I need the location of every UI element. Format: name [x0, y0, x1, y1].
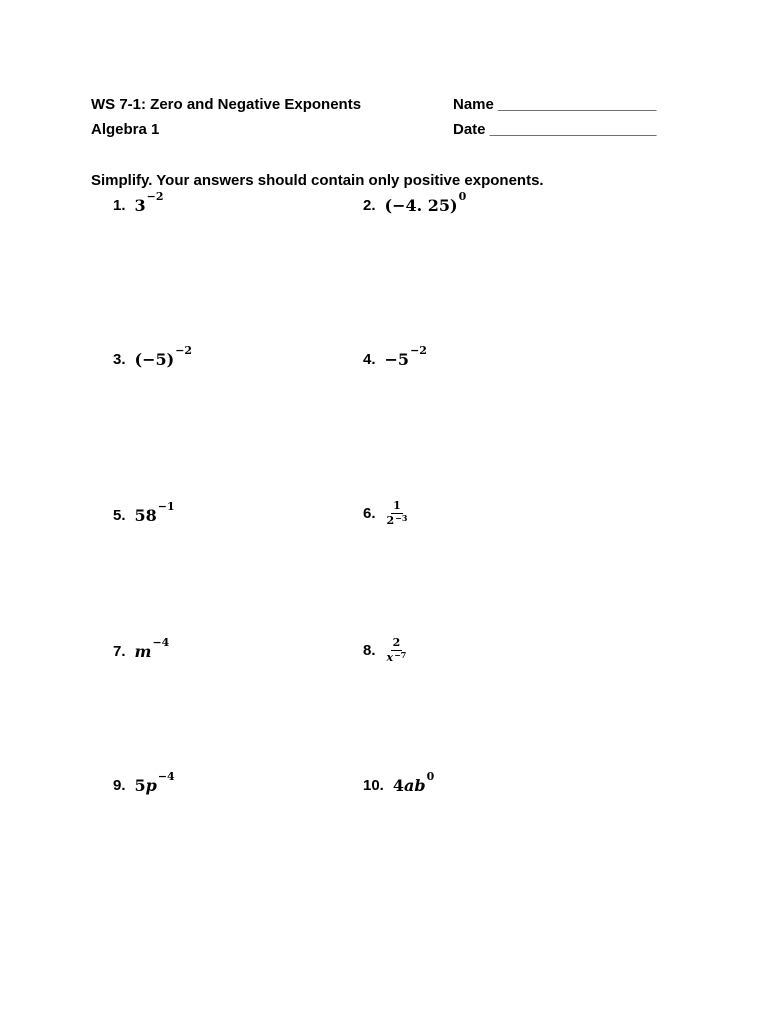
- problem-number: 7.: [113, 643, 126, 660]
- problem-2: [363, 190, 467, 215]
- problem-number: 1.: [113, 197, 126, 214]
- problem-number: 5.: [113, 507, 126, 524]
- problem-5: [113, 500, 175, 525]
- problem-expression: [392, 770, 435, 795]
- fraction-denominator: [385, 514, 410, 527]
- denominator-exponent: −7: [394, 650, 407, 660]
- expression-base: (−4. 25): [384, 196, 458, 215]
- expression-base: ab: [404, 776, 426, 795]
- problem-fraction: [385, 500, 410, 527]
- problem-number: 3.: [113, 351, 126, 368]
- problem-8: [363, 637, 408, 664]
- problem-number: 6.: [363, 505, 376, 522]
- problem-expression: [134, 636, 170, 661]
- expression-exponent: −1: [157, 500, 175, 513]
- problem-expression: [134, 190, 164, 215]
- denominator-base: x: [386, 651, 394, 664]
- expression-base: 58: [134, 506, 157, 525]
- problem-number: 8.: [363, 642, 376, 659]
- fraction-denominator: [385, 651, 409, 664]
- problem-expression: [134, 770, 175, 795]
- name-field-label: Name ___________________: [453, 96, 657, 113]
- expression-exponent: −2: [146, 190, 164, 203]
- expression-coefficient: 4: [392, 776, 404, 795]
- problem-number: 4.: [363, 351, 376, 368]
- problem-number: 10.: [363, 777, 384, 794]
- expression-coefficient: 5: [134, 776, 146, 795]
- problem-7: [113, 636, 170, 661]
- problem-expression: [384, 190, 467, 215]
- expression-exponent: −2: [175, 344, 193, 357]
- expression-exponent: 0: [426, 770, 435, 783]
- problem-10: [363, 770, 435, 795]
- fraction-numerator: 1: [393, 499, 401, 512]
- expression-exponent: −4: [157, 770, 175, 783]
- problem-9: [113, 770, 175, 795]
- expression-base: 3: [134, 196, 146, 215]
- denominator-exponent: −3: [395, 513, 408, 523]
- problem-number: 2.: [363, 197, 376, 214]
- expression-base: p: [145, 776, 157, 795]
- problem-3: [113, 344, 193, 369]
- expression-base: m: [134, 642, 152, 661]
- date-field-label: Date ____________________: [453, 121, 657, 138]
- expression-exponent: −2: [410, 344, 427, 357]
- expression-base: −5: [384, 350, 410, 369]
- problem-fraction: [385, 637, 409, 664]
- fraction-numerator: 2: [392, 636, 401, 649]
- problem-expression: [134, 500, 175, 525]
- expression-exponent: 0: [458, 190, 467, 203]
- instructions: Simplify. Your answers should contain only positive exponents.: [91, 172, 544, 189]
- course-name: Algebra 1: [91, 121, 160, 138]
- problem-expression: [384, 344, 427, 369]
- denominator-base: 2: [386, 514, 395, 527]
- problem-6: [363, 500, 409, 527]
- worksheet-title: WS 7-1: Zero and Negative Exponents: [91, 96, 362, 113]
- problem-4: [363, 344, 427, 369]
- expression-exponent: −4: [152, 636, 170, 649]
- problem-1: [113, 190, 164, 215]
- problem-expression: [134, 344, 193, 369]
- expression-base: (−5): [134, 350, 175, 369]
- problem-number: 9.: [113, 777, 126, 794]
